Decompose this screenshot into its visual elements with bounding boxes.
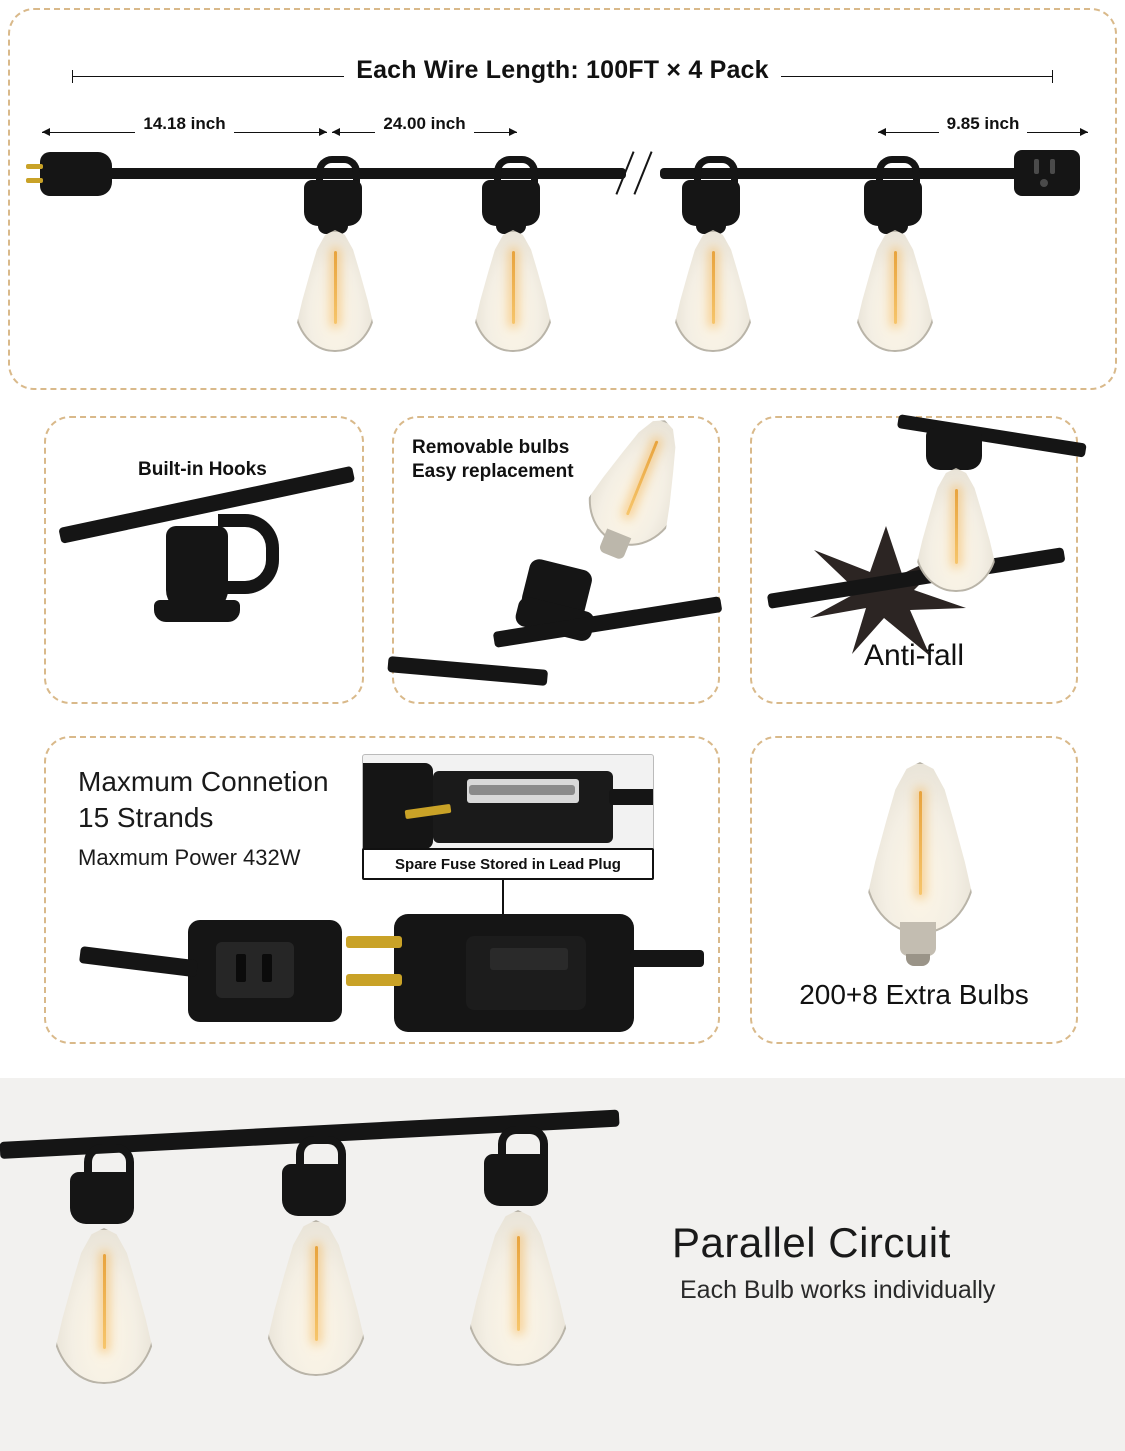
male-plug-illustration [394,914,634,1032]
filament [512,251,515,324]
socket-slot-icon [262,954,272,982]
male-plug [40,152,112,196]
hero-title-text: Each Wire Length: 100FT × 4 Pack [344,56,781,84]
filament [919,791,922,895]
parallel-circuit-band [0,1078,1125,1451]
antifall-caption: Anti-fall [863,638,965,672]
male-plug-cord [630,950,704,967]
socket-slot-icon [1034,159,1039,174]
socket-ground-hole-icon [1040,179,1048,187]
socket-slot-icon [1050,159,1055,174]
fuse-photo-plug-left [362,763,433,849]
spare-fuse-label: Spare Fuse Stored in Lead Plug [362,848,654,880]
bulb [294,230,376,352]
bulb [854,230,936,352]
filament [334,251,337,324]
fuse-element [469,785,575,795]
female-end-socket [1014,150,1080,196]
bulb-base [900,922,936,956]
dimension-label: 9.85 inch [939,114,1028,134]
fuse-photo-cord [609,789,654,805]
bulbs-caption [412,436,574,484]
fuse-door [490,948,568,970]
filament [894,251,897,324]
hooks-caption: Built-in Hooks [138,459,267,480]
dimension-label: 14.18 inch [135,114,233,134]
bulb [264,1220,368,1376]
bulb [472,230,554,352]
hero-panel [8,8,1117,390]
detached-bulb [554,393,725,586]
bulb-base-tip [906,954,930,966]
plug-prong-icon [346,936,402,948]
bulb [672,230,754,352]
filament [955,489,958,563]
bulb-socket [482,180,540,226]
feature-panel-max-connection [44,736,720,1044]
hook-collar [154,600,240,622]
power-heading-line1: Maxmum Connetion [78,766,329,797]
break-mark-2 [633,151,652,194]
extra-bulb [856,762,980,974]
parallel-circuit-title: Parallel Circuit [672,1219,951,1266]
power-subheading: Maxmum Power 432W [78,845,301,870]
bulb-socket [682,180,740,226]
bulbs-wire-left [387,656,548,686]
bulb [914,468,998,592]
plug-prong-icon [346,974,402,986]
hero-title [10,56,1115,85]
power-heading-line2: 15 Strands [78,802,214,834]
filament [626,441,659,516]
bulb-socket [864,180,922,226]
wire-segment-left [96,168,626,179]
dimension-socket-spacing [332,114,517,148]
bulb [466,1210,570,1366]
dimension-last-socket-to-end [878,114,1088,148]
bulb-socket [926,428,982,470]
bulb [574,403,707,559]
bulb-socket [70,1172,134,1224]
connector-face [216,942,294,998]
bulbs-caption-line1: Removable bulbs [412,437,570,458]
filament [517,1236,520,1330]
filament [103,1254,106,1348]
bulb-socket [282,1164,346,1216]
power-heading [78,764,329,837]
feature-panel-hooks [44,416,364,704]
socket-slot-icon [236,954,246,982]
plug-prong-icon [26,164,43,169]
female-connector-illustration [188,920,342,1022]
feature-panel-removable-bulbs [392,416,720,704]
dimension-plug-to-first-socket [42,114,327,148]
bulb-socket [484,1154,548,1206]
female-connector-cord [79,946,198,977]
filament [315,1246,318,1340]
feature-panel-antifall [750,416,1078,704]
bulb [864,762,976,934]
bulb-socket [304,180,362,226]
dimension-label: 24.00 inch [375,114,473,134]
feature-panel-extra-bulbs [750,736,1078,1044]
plug-prong-icon [26,178,43,183]
bulbs-caption-line2: Easy replacement [412,460,574,482]
hook-icon [218,514,279,594]
parallel-circuit-subtitle: Each Bulb works individually [680,1276,996,1304]
filament [712,251,715,324]
extra-bulbs-caption: 200+8 Extra Bulbs [799,979,1029,1010]
bulb [52,1228,156,1384]
